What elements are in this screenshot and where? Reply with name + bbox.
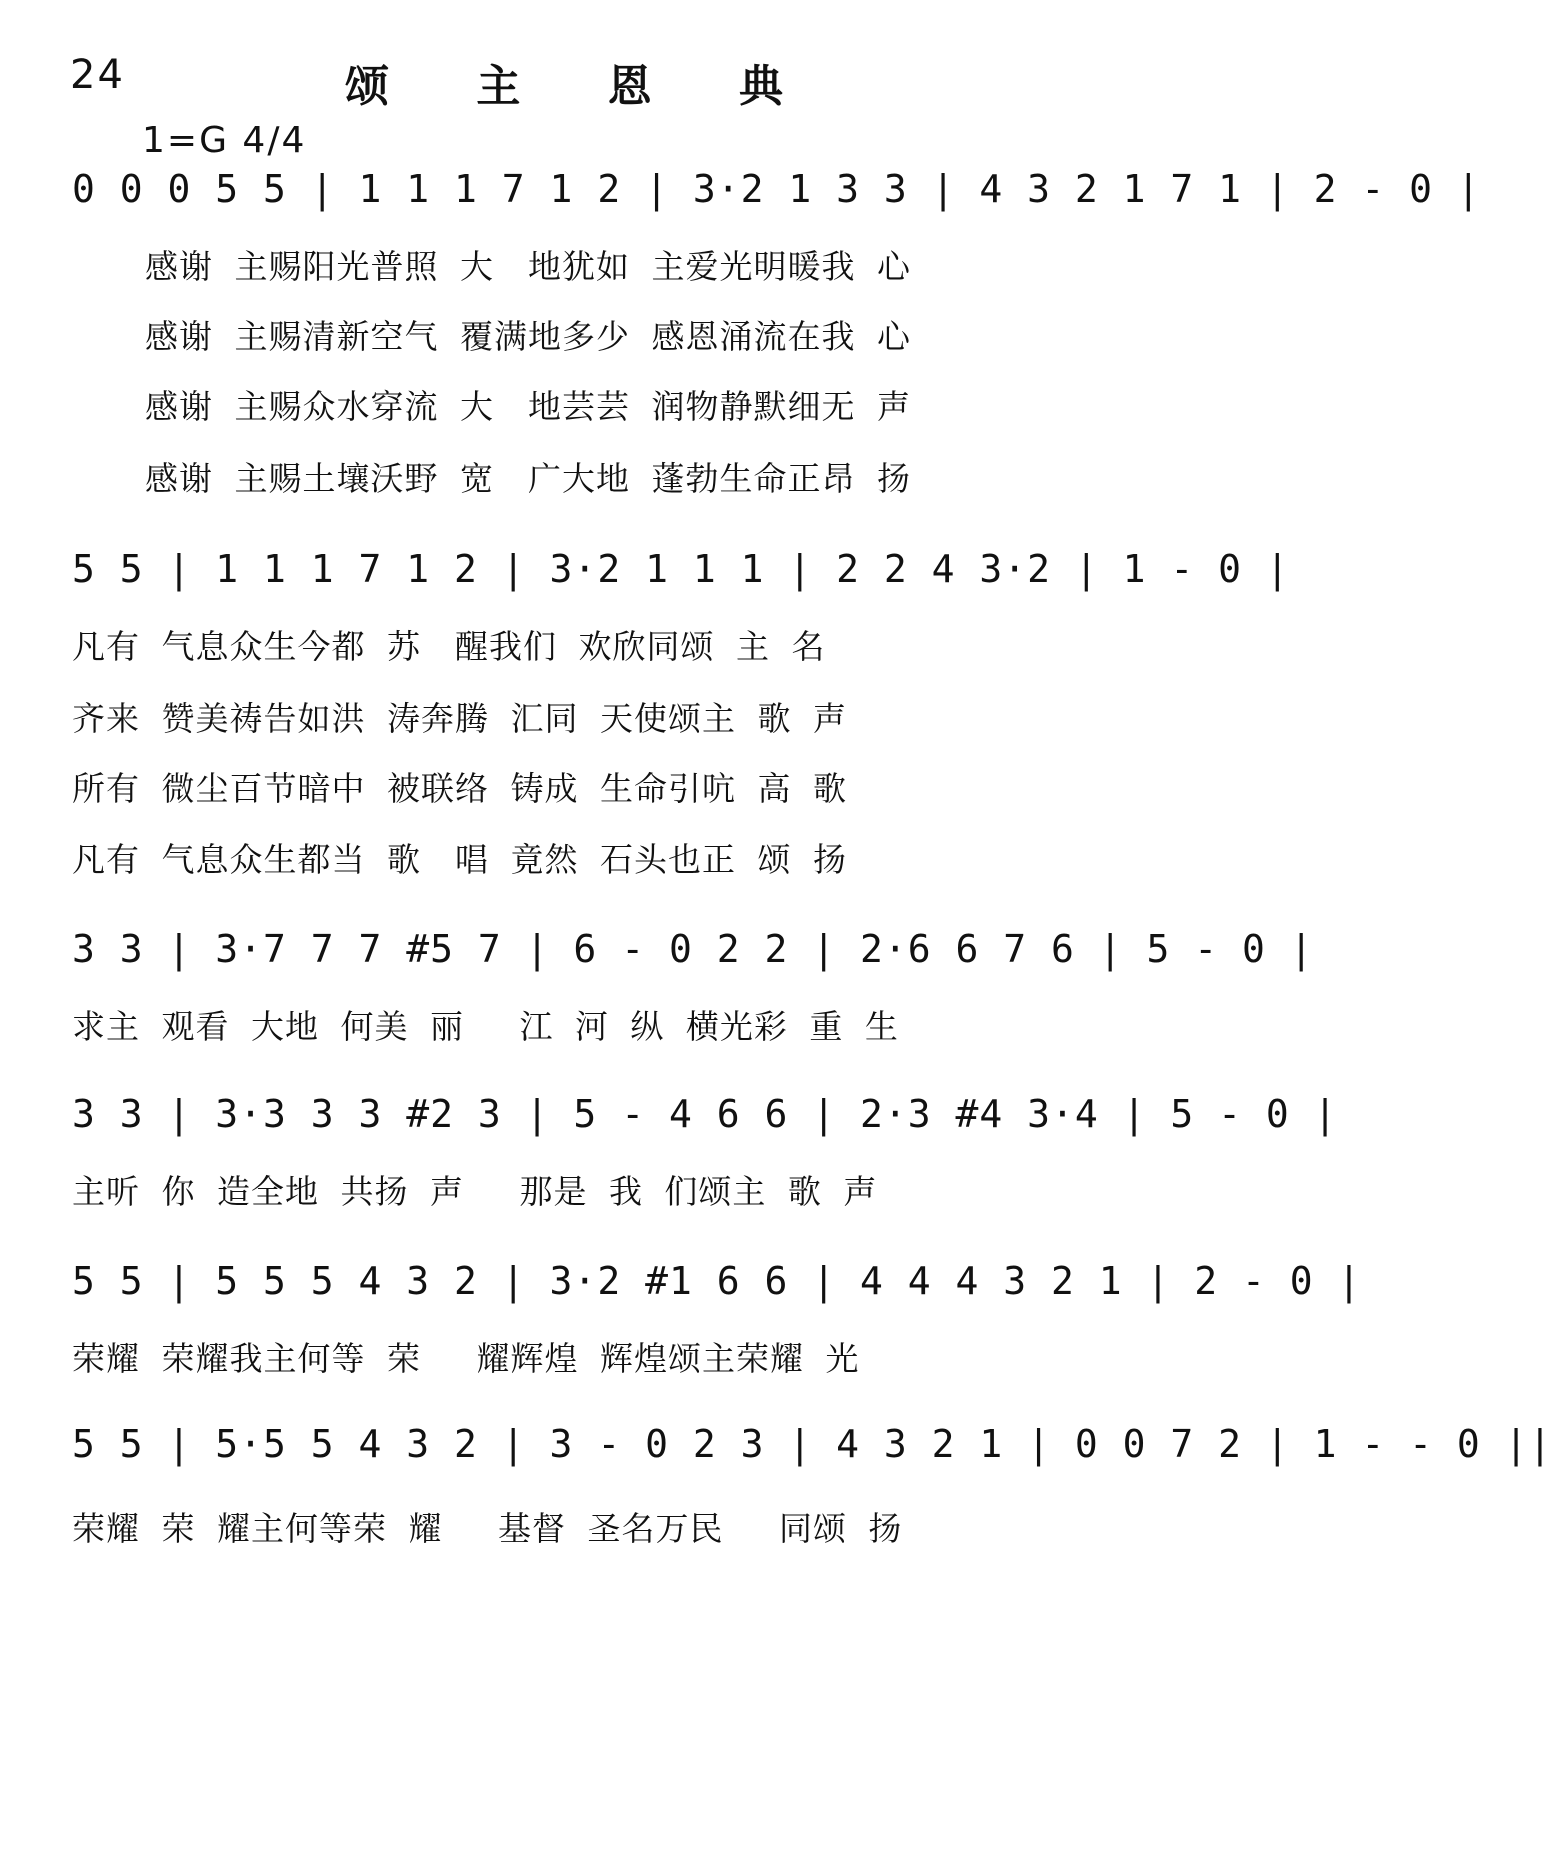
lyric-line: 感谢 主赐阳光普照 大 地犹如 主爱光明暖我 心 xyxy=(145,247,911,286)
notation-line: 3 3 | 3·3 3 3 #2 3 | 5 - 4 6 6 | 2·3 #4 3·4 | 5 - 0 | xyxy=(72,1092,1338,1136)
lyric-line: 凡有 气息众生今都 苏 醒我们 欢欣同颂 主 名 xyxy=(72,627,826,666)
lyric-line: 荣耀 荣耀我主何等 荣 耀辉煌 辉煌颂主荣耀 光 xyxy=(72,1339,860,1378)
notation-line: 5 5 | 5 5 5 4 3 2 | 3·2 #1 6 6 | 4 4 4 3 2 1 | 2 - 0 | xyxy=(72,1259,1362,1303)
song-title: 颂 主 恩 典 xyxy=(345,61,819,112)
notation-line: 3 3 | 3·7 7 7 #5 7 | 6 - 0 2 2 | 2·6 6 7 6 | 5 - 0 | xyxy=(72,927,1314,971)
notation-line: 5 5 | 1 1 1 7 1 2 | 3·2 1 1 1 | 2 2 4 3·2 | 1 - 0 | xyxy=(72,547,1290,591)
lyric-line: 感谢 主赐清新空气 覆满地多少 感恩涌流在我 心 xyxy=(145,317,911,356)
lyric-line: 求主 观看 大地 何美 丽 江 河 纵 横光彩 重 生 xyxy=(72,1007,899,1046)
lyric-line: 感谢 主赐众水穿流 大 地芸芸 润物静默细无 声 xyxy=(145,387,911,426)
lyric-line: 凡有 气息众生都当 歌 唱 竟然 石头也正 颂 扬 xyxy=(72,840,847,879)
lyric-line: 所有 微尘百节暗中 被联络 铸成 生命引吭 高 歌 xyxy=(72,769,847,808)
lyric-line: 主听 你 造全地 共扬 声 那是 我 们颂主 歌 声 xyxy=(72,1172,878,1211)
key-signature: 1=G 4/4 xyxy=(142,120,307,161)
page-number: 24 xyxy=(70,52,125,98)
lyric-line: 荣耀 荣 耀主何等荣 耀 基督 圣名万民 同颂 扬 xyxy=(72,1509,903,1548)
notation-line: 5 5 | 5·5 5 4 3 2 | 3 - 0 2 3 | 4 3 2 1 | 0 0 7 2 | 1 - - 0 || xyxy=(72,1422,1552,1466)
lyric-line: 感谢 主赐土壤沃野 宽 广大地 蓬勃生命正昂 扬 xyxy=(145,459,911,498)
lyric-line: 齐来 赞美祷告如洪 涛奔腾 汇同 天使颂主 歌 声 xyxy=(72,699,847,738)
notation-line: 0 0 0 5 5 | 1 1 1 7 1 2 | 3·2 1 3 3 | 4 3 2 1 7 1 | 2 - 0 | xyxy=(72,167,1481,211)
